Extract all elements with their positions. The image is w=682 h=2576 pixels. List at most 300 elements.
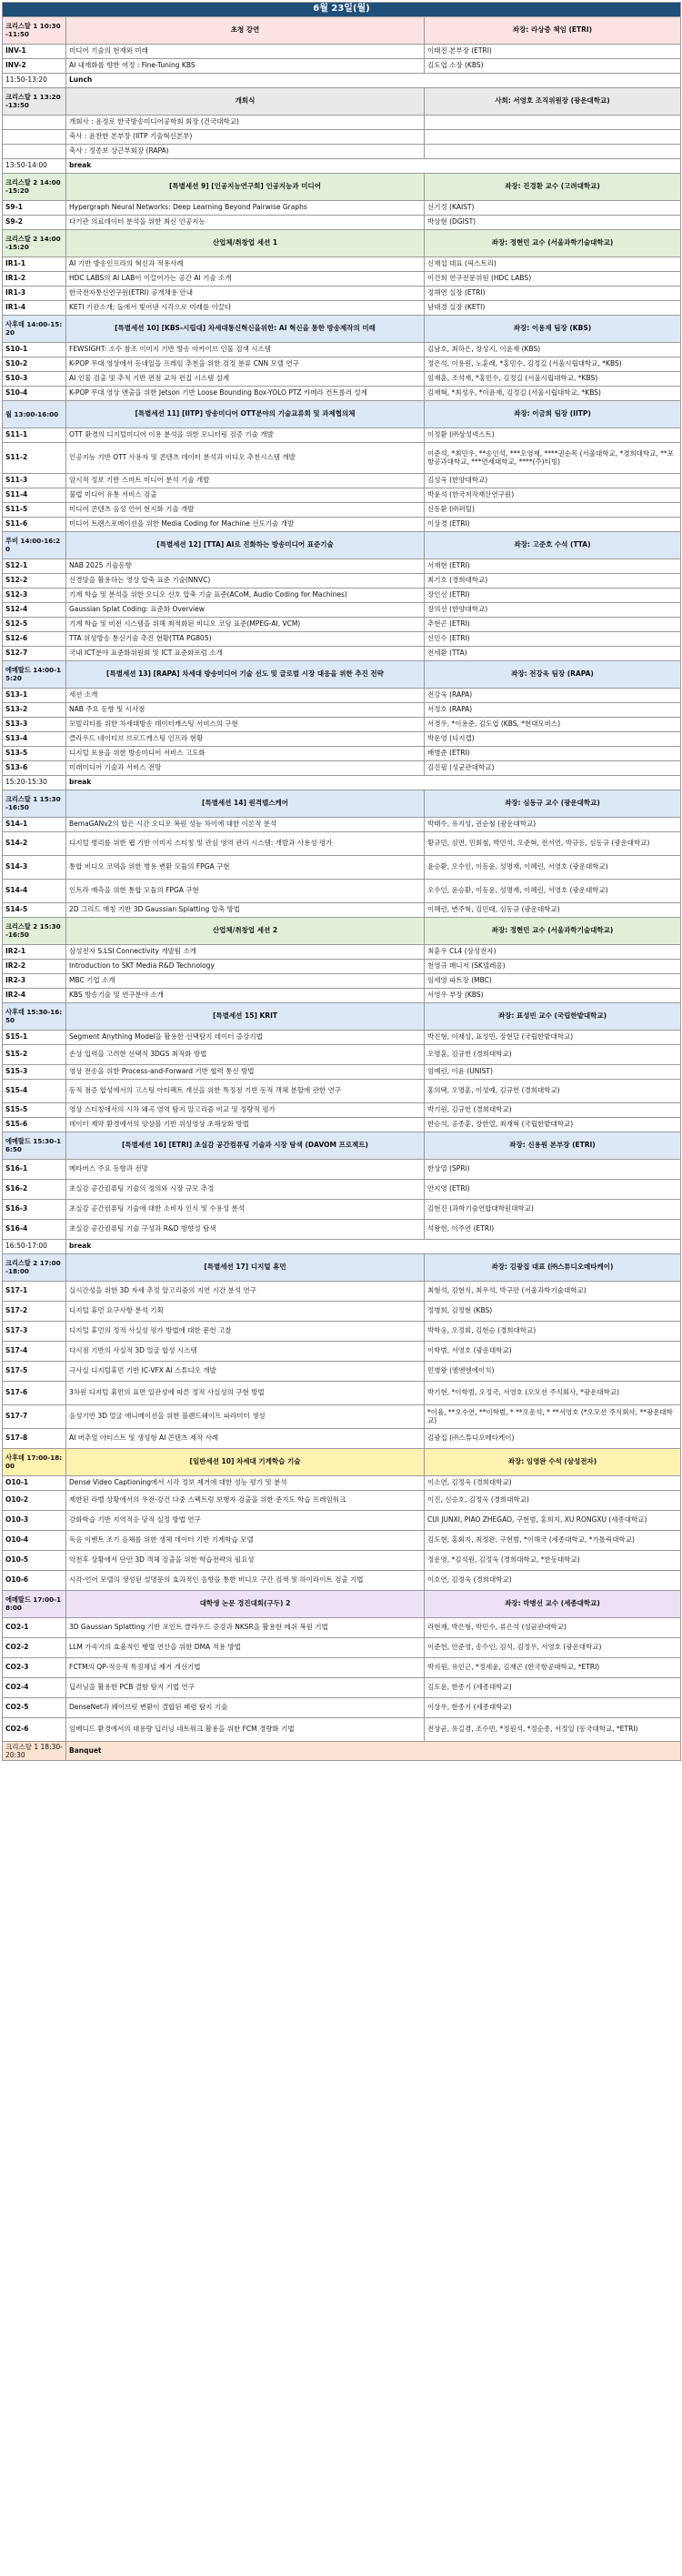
talk-title: AI 인물 검출 및 추적 기반 편점 교차 편집 시스템 설계 — [66, 371, 425, 386]
talk-code: S12-3 — [3, 588, 66, 602]
talk-code: S17-3 — [3, 1321, 66, 1341]
talk-code — [3, 115, 66, 129]
talk-author: 김남호, 최하은, 장성지, 이윤재 (KBS) — [425, 342, 681, 357]
session-room-time: 크리스탈 2 14:00-15:20 — [3, 173, 66, 200]
session-title: 개회식 — [66, 87, 425, 115]
talk-row — [3, 646, 681, 660]
talk-row — [3, 473, 681, 488]
talk-title: 제한된 라벨 상황에서의 우전-강건 다중 스펙트럼 보행자 검출을 위한 준지도 학습 프레임워크 — [66, 1490, 425, 1510]
talk-code: CO2-2 — [3, 1637, 66, 1657]
break-time: 13:50-14:00 — [3, 158, 66, 173]
talk-title: 디지털 포용을 위한 방송미디어 서비스 고도화 — [66, 746, 425, 760]
talk-row — [3, 1428, 681, 1448]
session-header — [3, 1002, 681, 1030]
talk-author: 서정호 (RAPA) — [425, 702, 681, 717]
talk-title: 통합 비디오 코덱을 위한 병용 변환 모듈의 FPGA 구현 — [66, 855, 425, 879]
session-chair: 좌장: 표성빈 교수 (국립한밭대학교) — [425, 1002, 681, 1030]
talk-code: S10-3 — [3, 371, 66, 386]
talk-author: 박기원, 김규헌 (경희대학교) — [425, 1102, 681, 1117]
talk-code: IR2-2 — [3, 959, 66, 973]
talk-row — [3, 1199, 681, 1219]
talk-row — [3, 1697, 681, 1717]
talk-code: S12-4 — [3, 602, 66, 617]
talk-title: 실시간성을 위한 3D 자세 추정 알고리즘의 지연 시간 분석 연구 — [66, 1281, 425, 1301]
talk-title: 딥러닝을 활용한 PCB 결함 탐지 기법 연구 — [66, 1677, 425, 1697]
talk-author: 박지원, 유인근, *정세윤, 김재곤 (한국항공대학교, *ETRI) — [425, 1657, 681, 1677]
session-chair: 좌장: 정현민 교수 (서울과학기술대학교) — [425, 229, 681, 257]
talk-author: 서재현 (ETRI) — [425, 558, 681, 573]
talk-title: 모빌리티를 위한 차세대방송 데이터캐스팅 서비스의 구현 — [66, 717, 425, 731]
talk-row — [3, 428, 681, 442]
session-room-time: 에메랄드 15:30-16:50 — [3, 1132, 66, 1159]
talk-row — [3, 1637, 681, 1657]
talk-code: S12-6 — [3, 631, 66, 646]
talk-title: KETI 기관소개; 돌에서 빛어낸 시각으로 미래를 이끌다 — [66, 300, 425, 315]
session-chair: 좌장: 고준호 수석 (TTA) — [425, 531, 681, 558]
talk-code: IR2-4 — [3, 988, 66, 1002]
talk-row — [3, 1079, 681, 1102]
talk-title: 강화학습 기반 지역적응 당직 실정 방법 연구 — [66, 1510, 425, 1530]
banquet-row — [3, 1741, 681, 1761]
talk-title: 기계 학습 및 분석을 위한 오디오 신호 압축 기술 표준(ACoM, Audio Coding for Machines) — [66, 588, 425, 602]
session-chair: 좌장: 진경환 교수 (고려대학교) — [425, 173, 681, 200]
session-chair: 좌장: 박병선 교수 (세종대학교) — [425, 1590, 681, 1617]
talk-row — [3, 944, 681, 959]
talk-title: 손상 입력을 고려한 선택적 3DGS 최적화 방법 — [66, 1044, 425, 1064]
session-room-time: 크리스탈 1 18:30-20:30 — [3, 1741, 66, 1761]
talk-row — [3, 1475, 681, 1490]
talk-title: K-POP 무대 영상에서 등네일을 프레임 추천을 위한 검정 분류 CNN 모델 연구 — [66, 357, 425, 371]
talk-code: S10-4 — [3, 386, 66, 400]
talk-row — [3, 1219, 681, 1239]
talk-row — [3, 371, 681, 386]
talk-author: 임재훈, 조석재, *홍민수, 김정길 (서울시립대학교, *KBS) — [425, 371, 681, 386]
talk-code: S15-5 — [3, 1102, 66, 1117]
talk-title: 음성기반 3D 얼굴 애니메이션을 위한 블렌드쉐이프 파라미터 생성 — [66, 1404, 425, 1428]
talk-row — [3, 1117, 681, 1132]
talk-author: *이율, **오수연, **이학범, * **오운석, * **서영호 (*오모션 주식회사, **광운대학교) — [425, 1404, 681, 1428]
session-title: 초청 강연 — [66, 16, 425, 44]
session-chair: 좌장: 이금희 팀장 (IITP) — [425, 400, 681, 428]
talk-title: 신경망을 활용하는 영상 압축 표준 기술(NNVC) — [66, 573, 425, 588]
talk-row — [3, 342, 681, 357]
talk-title: 암시적 정보 기반 스마트 미디어 분석 기술 개발 — [66, 473, 425, 488]
talk-code: O10-2 — [3, 1490, 66, 1510]
session-chair: 좌장: 신용원 본부장 (ETRI) — [425, 1132, 681, 1159]
talk-row — [3, 1179, 681, 1199]
session-chair: 좌장: 전강욱 팀장 (RAPA) — [425, 660, 681, 688]
talk-author — [425, 115, 681, 129]
talk-author: 신민수 (ETRI) — [425, 631, 681, 646]
talk-title: HDC LABS의 AI LAB이 이끌어가는 공간 AI 기술 소개 — [66, 271, 425, 286]
talk-row — [3, 1361, 681, 1381]
talk-title: 독음 이벤트 조기 음체를 위한 생체 데이터 기반 기계학습 모델 — [66, 1530, 425, 1550]
talk-author: 김성욱 (한양대학교) — [425, 473, 681, 488]
talk-row — [3, 617, 681, 631]
talk-row — [3, 488, 681, 502]
talk-title: 3차원 디지털 휴먼의 표면 일관성에 따른 정적 사실성의 구현 방법 — [66, 1381, 425, 1404]
talk-row — [3, 129, 681, 144]
talk-row — [3, 731, 681, 746]
talk-code: O10-1 — [3, 1475, 66, 1490]
talk-code: S13-4 — [3, 731, 66, 746]
talk-title: 기계 학습 및 비전 시스템을 위해 최적화된 비디오 코딩 표준(MPEG-AI, VCM) — [66, 617, 425, 631]
talk-code: S14-5 — [3, 902, 66, 917]
talk-row — [3, 442, 681, 473]
talk-author: 박운영 (디지캡) — [425, 731, 681, 746]
talk-title: Gaussian Splat Coding: 표준화 Overview — [66, 602, 425, 617]
talk-row — [3, 1530, 681, 1550]
talk-author: 전세환 (TTA) — [425, 646, 681, 660]
talk-code: S16-2 — [3, 1179, 66, 1199]
talk-row — [3, 631, 681, 646]
talk-title: Hypergraph Neural Networks: Deep Learning Beyond Pairwise Graphs — [66, 200, 425, 215]
session-header — [3, 660, 681, 688]
talk-title: NAB 2025 기술동향 — [66, 558, 425, 573]
session-header — [3, 1132, 681, 1159]
talk-row — [3, 517, 681, 531]
talk-row — [3, 1717, 681, 1741]
talk-title: TTA 위성방송 통신기술 추진 현황(TTA PG805) — [66, 631, 425, 646]
session-title: [특별세션 17] 디지털 휴먼 — [66, 1253, 425, 1281]
session-room-time: 에메랄드 14:00-15:20 — [3, 660, 66, 688]
talk-code: INV-2 — [3, 58, 66, 73]
talk-author: 안지영 (ETRI) — [425, 1179, 681, 1199]
talk-author: 김현진 (과학기술연합대학원대학교) — [425, 1199, 681, 1219]
talk-author: 추현곤 (ETRI) — [425, 617, 681, 631]
talk-author: 전강욱 (RAPA) — [425, 688, 681, 702]
talk-row — [3, 558, 681, 573]
talk-row — [3, 1321, 681, 1341]
session-chair: 좌장: 정현민 교수 (서울과학기술대학교) — [425, 917, 681, 944]
talk-code — [3, 144, 66, 158]
talk-title: 세션 소개 — [66, 688, 425, 702]
talk-author: 한승석, 공종훈, 장한열, 최재혁 (국립한밭대학교) — [425, 1117, 681, 1132]
session-title: [특별세션 16] [ETRI] 초실감 공간컴퓨팅 기술과 시장 탐색 (DAVOM 프로젝트) — [66, 1132, 425, 1159]
talk-author: 임세영 파트장 (MBC) — [425, 973, 681, 988]
talk-author: 정병희, 김정현 (KBS) — [425, 1301, 681, 1321]
talk-row — [3, 717, 681, 731]
talk-row — [3, 1510, 681, 1530]
talk-author: 김도윤, 한종기 (세종대학교) — [425, 1677, 681, 1697]
talk-author — [425, 144, 681, 158]
talk-author: 석왕헌, 이주연 (ETRI) — [425, 1219, 681, 1239]
talk-author: 김도엽 소장 (KBS) — [425, 58, 681, 73]
talk-author: 홍의택, 오명훈, 이성예, 김규헌 (경희대학교) — [425, 1079, 681, 1102]
talk-title: 영상 전송을 위한 Process-and-Forward 기반 협력 통신 방법 — [66, 1064, 425, 1079]
session-room-time: 사후데 14:00-15:20 — [3, 315, 66, 342]
talk-author: 이준석, *최민우, **송인석, ***오영재, ****권순목 (서울대학교, *경희대학교, **포항공과대학교, ***연세대학교, ****(주)티빙) — [425, 442, 681, 473]
talk-code: S13-1 — [3, 688, 66, 702]
talk-author: 오수인, 윤승환, 이동윤, 성명재, 이혜린, 서영호 (광운대학교) — [425, 879, 681, 902]
talk-code: S12-2 — [3, 573, 66, 588]
talk-row — [3, 1617, 681, 1637]
talk-author: 서경우, *이용준, 김도엽 (KBS, *현대모비스) — [425, 717, 681, 731]
talk-code: S9-2 — [3, 215, 66, 229]
talk-author: 이정환 (㈜삼성넥스트) — [425, 428, 681, 442]
session-chair: 좌장: 이용재 팀장 (KBS) — [425, 315, 681, 342]
break-time: 11:50-13:20 — [3, 73, 66, 87]
talk-code: S17-5 — [3, 1361, 66, 1381]
talk-title: 미디어 콘텐츠 음성 언어 현지화 기술 개발 — [66, 502, 425, 517]
talk-author: 장인선 (ETRI) — [425, 588, 681, 602]
talk-title: 다시점 기반의 사실적 3D 얼굴 합성 시스템 — [66, 1341, 425, 1361]
talk-title: 초실감 공간컴퓨팅 기술 구성과 R&D 방향성 탐색 — [66, 1219, 425, 1239]
talk-code: O10-4 — [3, 1530, 66, 1550]
talk-code: S14-2 — [3, 831, 66, 855]
talk-author: 정은석, 이용원, 노훈래, *홍민수, 김정길 (서울시립대학교, *KBS) — [425, 357, 681, 371]
talk-row — [3, 688, 681, 702]
talk-row — [3, 855, 681, 879]
talk-title: 임베디드 환경에서의 대용량 딥러닝 네트워크 활용을 위한 FCM 경량화 기법 — [66, 1717, 425, 1741]
talk-code: S13-6 — [3, 760, 66, 775]
talk-code: S17-1 — [3, 1281, 66, 1301]
talk-row — [3, 1381, 681, 1404]
schedule-table — [2, 2, 681, 1761]
talk-code: S11-6 — [3, 517, 66, 531]
talk-row — [3, 271, 681, 286]
talk-title: 초실감 공간컴퓨팅 기술의 정의와 시장 규모 추정 — [66, 1179, 425, 1199]
talk-title: 3D Gaussian Splatting 기반 포인트 클라우드 증강과 NKSR을 활용한 메쉬 복원 기법 — [66, 1617, 425, 1637]
talk-title: 삼성전자 S.LSI Connectivity 개발팀 소개 — [66, 944, 425, 959]
talk-author: 김도현, 홍회지, 최정완, 구현범, *이해국 (세종대학교, *가톨릭대학교) — [425, 1530, 681, 1550]
session-header — [3, 917, 681, 944]
session-header — [3, 1448, 681, 1475]
talk-row — [3, 1030, 681, 1044]
talk-code: CO2-6 — [3, 1717, 66, 1741]
session-title: [특별세션 14] 원격텔스케어 — [66, 790, 425, 817]
talk-title: 디지털 병리를 위한 웹 기반 이미지 스티칭 및 관심 영역 관리 시스템: 개발과 사용성 평가 — [66, 831, 425, 855]
session-header — [3, 1590, 681, 1617]
talk-author: 정운영, *김석원, 김정욱 (경희대학교, *한동대학교) — [425, 1550, 681, 1570]
talk-code: S10-2 — [3, 357, 66, 371]
talk-author: 엄예린, 이윤 (UNIST) — [425, 1064, 681, 1079]
talk-author: 박학웅, 오정회, 김현승 (경희대학교) — [425, 1321, 681, 1341]
talk-row — [3, 502, 681, 517]
talk-title: OTT 환경의 디지털미디어 이용 분석을 위한 모니터링 검증 기술 개발 — [66, 428, 425, 442]
talk-row — [3, 58, 681, 73]
talk-author: 윤승환, 오수인, 이동윤, 성명재, 이혜린, 서영호 (광운대학교) — [425, 855, 681, 879]
session-title: [특별세션 9] [인공지능연구회] 인공지능과 미디어 — [66, 173, 425, 200]
talk-row — [3, 831, 681, 855]
talk-author: CUI JUNXI, PIAO ZHEGAO, 구현범, 홍희지, XU RONGXU (세종대학교) — [425, 1510, 681, 1530]
session-title: [특별세션 10] [KBS-시립대] 차세대통신혁신을위한: AI 혁신을 통한 방송제작의 미래 — [66, 315, 425, 342]
talk-author: 박상현 (DGIST) — [425, 215, 681, 229]
talk-title: 디지털 휴먼의 정적 사실성 평가 방법에 대한 문헌 고찰 — [66, 1321, 425, 1341]
talk-title: 인공지능 기반 OTT 사용자 및 콘텐츠 데이터 분석과 비디오 추천시스템 개발 — [66, 442, 425, 473]
break-row — [3, 775, 681, 790]
talk-author: 이혜린, 변주혁, 김민태, 심동규 (광운대학교) — [425, 902, 681, 917]
talk-code: S15-4 — [3, 1079, 66, 1102]
talk-row — [3, 1102, 681, 1117]
talk-row — [3, 959, 681, 973]
talk-author: 김진필 (성균관대학교) — [425, 760, 681, 775]
session-chair: 사회: 서영호 조직위원장 (광운대학교) — [425, 87, 681, 115]
talk-author: 최형석, 김현식, 최우석, 박구만 (서울과학기술대학교) — [425, 1281, 681, 1301]
session-room-time: 크리스탈 2 15:30-16:50 — [3, 917, 66, 944]
talk-code: S15-6 — [3, 1117, 66, 1132]
break-row — [3, 73, 681, 87]
talk-title: 미디어 기술의 현재와 미래 — [66, 44, 425, 58]
talk-title: 데이터 제약 환경에서의 양상블 기반 위성영상 초해상화 방법 — [66, 1117, 425, 1132]
session-header — [3, 173, 681, 200]
session-room-time: 크리스탈 2 17:00-18:00 — [3, 1253, 66, 1281]
talk-row — [3, 1281, 681, 1301]
talk-author: 서영우 부장 (KBS) — [425, 988, 681, 1002]
talk-title: 영상 스티칭에서의 시차 왜곡 영역 탐지 알고리즘 비교 및 정량적 평가 — [66, 1102, 425, 1117]
talk-row — [3, 286, 681, 300]
session-room-time: 월 13:00-16:00 — [3, 400, 66, 428]
talk-code: S16-4 — [3, 1219, 66, 1239]
talk-code: S14-4 — [3, 879, 66, 902]
talk-row — [3, 115, 681, 129]
talk-row — [3, 215, 681, 229]
talk-author: 신동환 (㈜퍼틸) — [425, 502, 681, 517]
talk-row — [3, 902, 681, 917]
talk-code: S14-1 — [3, 817, 66, 831]
talk-author: 배병준 (ETRI) — [425, 746, 681, 760]
talk-row — [3, 879, 681, 902]
talk-title: 극사실 디지털휴먼 기반 IC-VFX AI 스튜디오 개발 — [66, 1361, 425, 1381]
session-title: [특별세션 15] KRIT — [66, 1002, 425, 1030]
session-title: [특별세션 11] [IITP] 방송미디어 OTT분야의 기술교류회 및 과제협의체 — [66, 400, 425, 428]
talk-row — [3, 386, 681, 400]
talk-author: 최기호 (경희대학교) — [425, 573, 681, 588]
talk-title: 초실감 공간컴퓨팅 기술에 대한 소비자 인식 및 수용성 분석 — [66, 1199, 425, 1219]
talk-author: 이태진 본부장 (ETRI) — [425, 44, 681, 58]
talk-author: 오명훈, 김규헌 (경희대학교) — [425, 1044, 681, 1064]
session-chair: 좌장: 임영완 수석 (삼성전자) — [425, 1448, 681, 1475]
talk-title: 불법 미디어 유통 서비스 검출 — [66, 488, 425, 502]
session-header — [3, 400, 681, 428]
talk-author: 이건희 연구전문위원 (HDC LABS) — [425, 271, 681, 286]
talk-code: S9-1 — [3, 200, 66, 215]
talk-title: 축사 : 윤찬한 본부장 (IITP 기술혁신본부) — [66, 129, 425, 144]
talk-code: S16-3 — [3, 1199, 66, 1219]
schedule-body — [3, 16, 681, 1761]
break-title: break — [66, 775, 681, 790]
talk-title: DenseNet과 웨이브릿 변환이 결합된 폐렴 탐지 기술 — [66, 1697, 425, 1717]
talk-row — [3, 1490, 681, 1510]
talk-row — [3, 1044, 681, 1064]
talk-code: S12-1 — [3, 558, 66, 573]
talk-code: S17-8 — [3, 1428, 66, 1448]
talk-row — [3, 602, 681, 617]
talk-row — [3, 1301, 681, 1321]
talk-code: S15-3 — [3, 1064, 66, 1079]
talk-code: S13-5 — [3, 746, 66, 760]
talk-title: 메타버스 주요 동향과 전망 — [66, 1159, 425, 1179]
talk-author: 한상열 (SPRi) — [425, 1159, 681, 1179]
talk-title: K-POP 무대 영상 앤출을 위한 Jetson 기반 Loose Bounding Box-YOLO PTZ 카메라 컨트롤러 설계 — [66, 386, 425, 400]
talk-code: S11-2 — [3, 442, 66, 473]
session-room-time: 크리스탈 1 15:30-16:50 — [3, 790, 66, 817]
talk-code — [3, 129, 66, 144]
talk-code: CO2-1 — [3, 1617, 66, 1637]
talk-title: Dense Video Captioning에서 시각 정보 제거에 대한 성능 평가 및 분석 — [66, 1475, 425, 1490]
session-header — [3, 790, 681, 817]
talk-row — [3, 1570, 681, 1590]
talk-code: S13-3 — [3, 717, 66, 731]
session-title: [특별세션 12] [TTA] AI로 진화하는 방송미디어 표준기술 — [66, 531, 425, 558]
talk-title: Introduction to SKT Media R&D Technology — [66, 959, 425, 973]
talk-row — [3, 1404, 681, 1428]
talk-title: MBC 기업 소개 — [66, 973, 425, 988]
talk-author: 김재혁, *최성우, *이윤재, 김정길 (서울시립대학교, *KBS) — [425, 386, 681, 400]
talk-code: S10-1 — [3, 342, 66, 357]
talk-author: 박윤석 (한국저작재산연구원) — [425, 488, 681, 502]
session-chair: 좌장: 심동규 교수 (광운대학교) — [425, 790, 681, 817]
talk-title: LLM 가속기의 효율적인 행렬 연산을 위한 DMA 적용 방법 — [66, 1637, 425, 1657]
talk-title: 악천후 상황에서 단안 3D 객체 검출을 위한 학습전략의 필요성 — [66, 1550, 425, 1570]
talk-code: IR1-3 — [3, 286, 66, 300]
session-room-time: 사후데 17:00-18:00 — [3, 1448, 66, 1475]
break-row — [3, 1239, 681, 1253]
talk-code: IR1-2 — [3, 271, 66, 286]
talk-row — [3, 1341, 681, 1361]
talk-row — [3, 257, 681, 271]
talk-author: 김광집 (㈜스튜디오메타케이) — [425, 1428, 681, 1448]
talk-code: CO2-4 — [3, 1677, 66, 1697]
talk-author: 황규민, 심면, 민회철, 박민석, 오준혁, 전서연, 박규동, 심동규 (광운대학교) — [425, 831, 681, 855]
session-room-time: 크리스탈 2 14:00-15:20 — [3, 229, 66, 257]
talk-code: S17-6 — [3, 1381, 66, 1404]
talk-code: O10-6 — [3, 1570, 66, 1590]
talk-title: FEWSIGHT: 소수 참조 이미지 기반 방송 아카이브 인물 검색 시스템 — [66, 342, 425, 357]
session-room-time: 에메랄드 17:00-18:00 — [3, 1590, 66, 1617]
talk-author: 천영규 매니저 (SK텔레콤) — [425, 959, 681, 973]
talk-row — [3, 300, 681, 315]
talk-title: 시각-언어 모델의 생성된 설명문의 효과적인 음향을 통한 비디오 구간 검색 및 하이라이트 검출 기법 — [66, 1570, 425, 1590]
session-room-time: 사후데 15:30-16:50 — [3, 1002, 66, 1030]
talk-row — [3, 1159, 681, 1179]
talk-row — [3, 357, 681, 371]
talk-code: IR1-1 — [3, 257, 66, 271]
talk-code: O10-3 — [3, 1510, 66, 1530]
talk-title: KBS 방송기술 및 연구분야 소개 — [66, 988, 425, 1002]
talk-code: S14-3 — [3, 855, 66, 879]
talk-row — [3, 1677, 681, 1697]
talk-code: S17-4 — [3, 1341, 66, 1361]
talk-row — [3, 1657, 681, 1677]
talk-row — [3, 588, 681, 602]
talk-code: IR1-4 — [3, 300, 66, 315]
session-header — [3, 16, 681, 44]
session-title: 산업체/취창업 세션 2 — [66, 917, 425, 944]
session-header — [3, 531, 681, 558]
session-header — [3, 229, 681, 257]
talk-title: 2D 그리드 매칭 기반 3D Gaussian Splatting 압축 방법 — [66, 902, 425, 917]
talk-title: FCTM의 QP-적응적 특징채널 제거 개선기법 — [66, 1657, 425, 1677]
break-row — [3, 158, 681, 173]
break-title: break — [66, 1239, 681, 1253]
session-title: 산업체/취창업 세션 1 — [66, 229, 425, 257]
talk-title: 한국전자통신연구원(ETRI) 공개채용 안내 — [66, 286, 425, 300]
talk-author: 라현재, 박은형, 박민수, 류은석 (성균관대학교) — [425, 1617, 681, 1637]
talk-code: S11-5 — [3, 502, 66, 517]
talk-title: Segment Anything Model을 활용한 선택탐지 데이터 증강기법 — [66, 1030, 425, 1044]
talk-author: 민병왕 (엠엔엔에이치) — [425, 1361, 681, 1381]
talk-row — [3, 1064, 681, 1079]
session-chair: 좌장: 라상중 책임 (ETRI) — [425, 16, 681, 44]
talk-author: 박진형, 이재성, 표성빈, 장현달 (국립한밭대학교) — [425, 1030, 681, 1044]
session-room-time: 루비 14:00-16:20 — [3, 531, 66, 558]
talk-row — [3, 973, 681, 988]
talk-code: O10-5 — [3, 1550, 66, 1570]
session-header — [3, 315, 681, 342]
talk-code: CO2-3 — [3, 1657, 66, 1677]
talk-title: 클라우드 네이티브 브로드캐스팅 인프라 현황 — [66, 731, 425, 746]
